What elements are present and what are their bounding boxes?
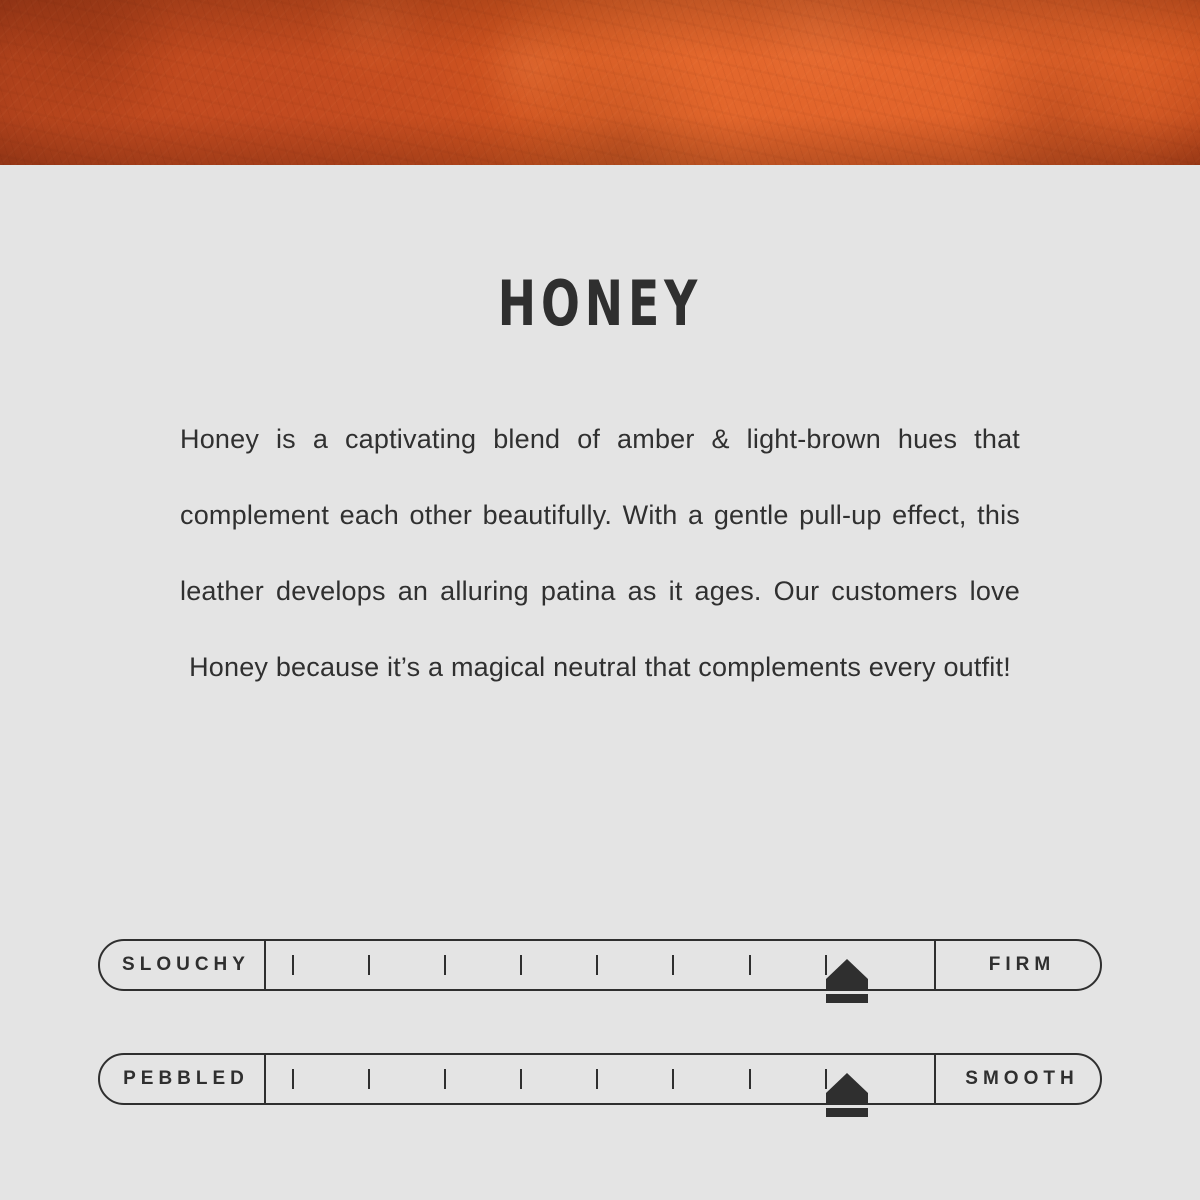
slider-tick (292, 955, 294, 975)
card-content (0, 165, 1200, 1200)
slider-ticks (266, 1053, 934, 1105)
slider-tick (444, 1069, 446, 1089)
slider-tick (292, 1069, 294, 1089)
slider-thumb-bar (826, 979, 868, 990)
leather-swatch-banner (0, 0, 1200, 165)
slider-thumb-arrow-icon (826, 959, 868, 979)
slider-tick (368, 955, 370, 975)
slider-thumb-base (826, 994, 868, 1003)
slider-left-label: SLOUCHY (98, 939, 266, 991)
slider-right-label: SMOOTH (934, 1053, 1102, 1105)
slider-tick (749, 955, 751, 975)
slider-tick (749, 1069, 751, 1089)
slider-tick (444, 955, 446, 975)
slider-tick (672, 1069, 674, 1089)
slider-thumb[interactable] (825, 1073, 869, 1119)
slider-tick (596, 1069, 598, 1089)
page-title: HONEY (497, 267, 703, 340)
leather-shade-layer (0, 0, 1200, 165)
slider-ticks (266, 939, 934, 991)
slider-left-label: PEBBLED (98, 1053, 266, 1105)
slider-tick (596, 955, 598, 975)
slider-tick (368, 1069, 370, 1089)
slider-thumb-bar (826, 1093, 868, 1104)
attribute-sliders (0, 939, 1200, 1105)
slider-tick (672, 955, 674, 975)
slider-thumb-base (826, 1108, 868, 1117)
slider-texture[interactable] (98, 1053, 1102, 1105)
slider-tick (520, 955, 522, 975)
slider-structure[interactable] (98, 939, 1102, 991)
slider-right-label: FIRM (934, 939, 1102, 991)
slider-thumb[interactable] (825, 959, 869, 1005)
color-description: Honey is a captivating blend of amber & light-brown hues that complement each other beautifully. With a gentle pull-up effect, this leather develops an alluring patina as it ages. Our customers love Honey because it’s a magical neutral that complements every outfit! (180, 424, 1020, 682)
slider-thumb-arrow-icon (826, 1073, 868, 1093)
slider-tick (520, 1069, 522, 1089)
